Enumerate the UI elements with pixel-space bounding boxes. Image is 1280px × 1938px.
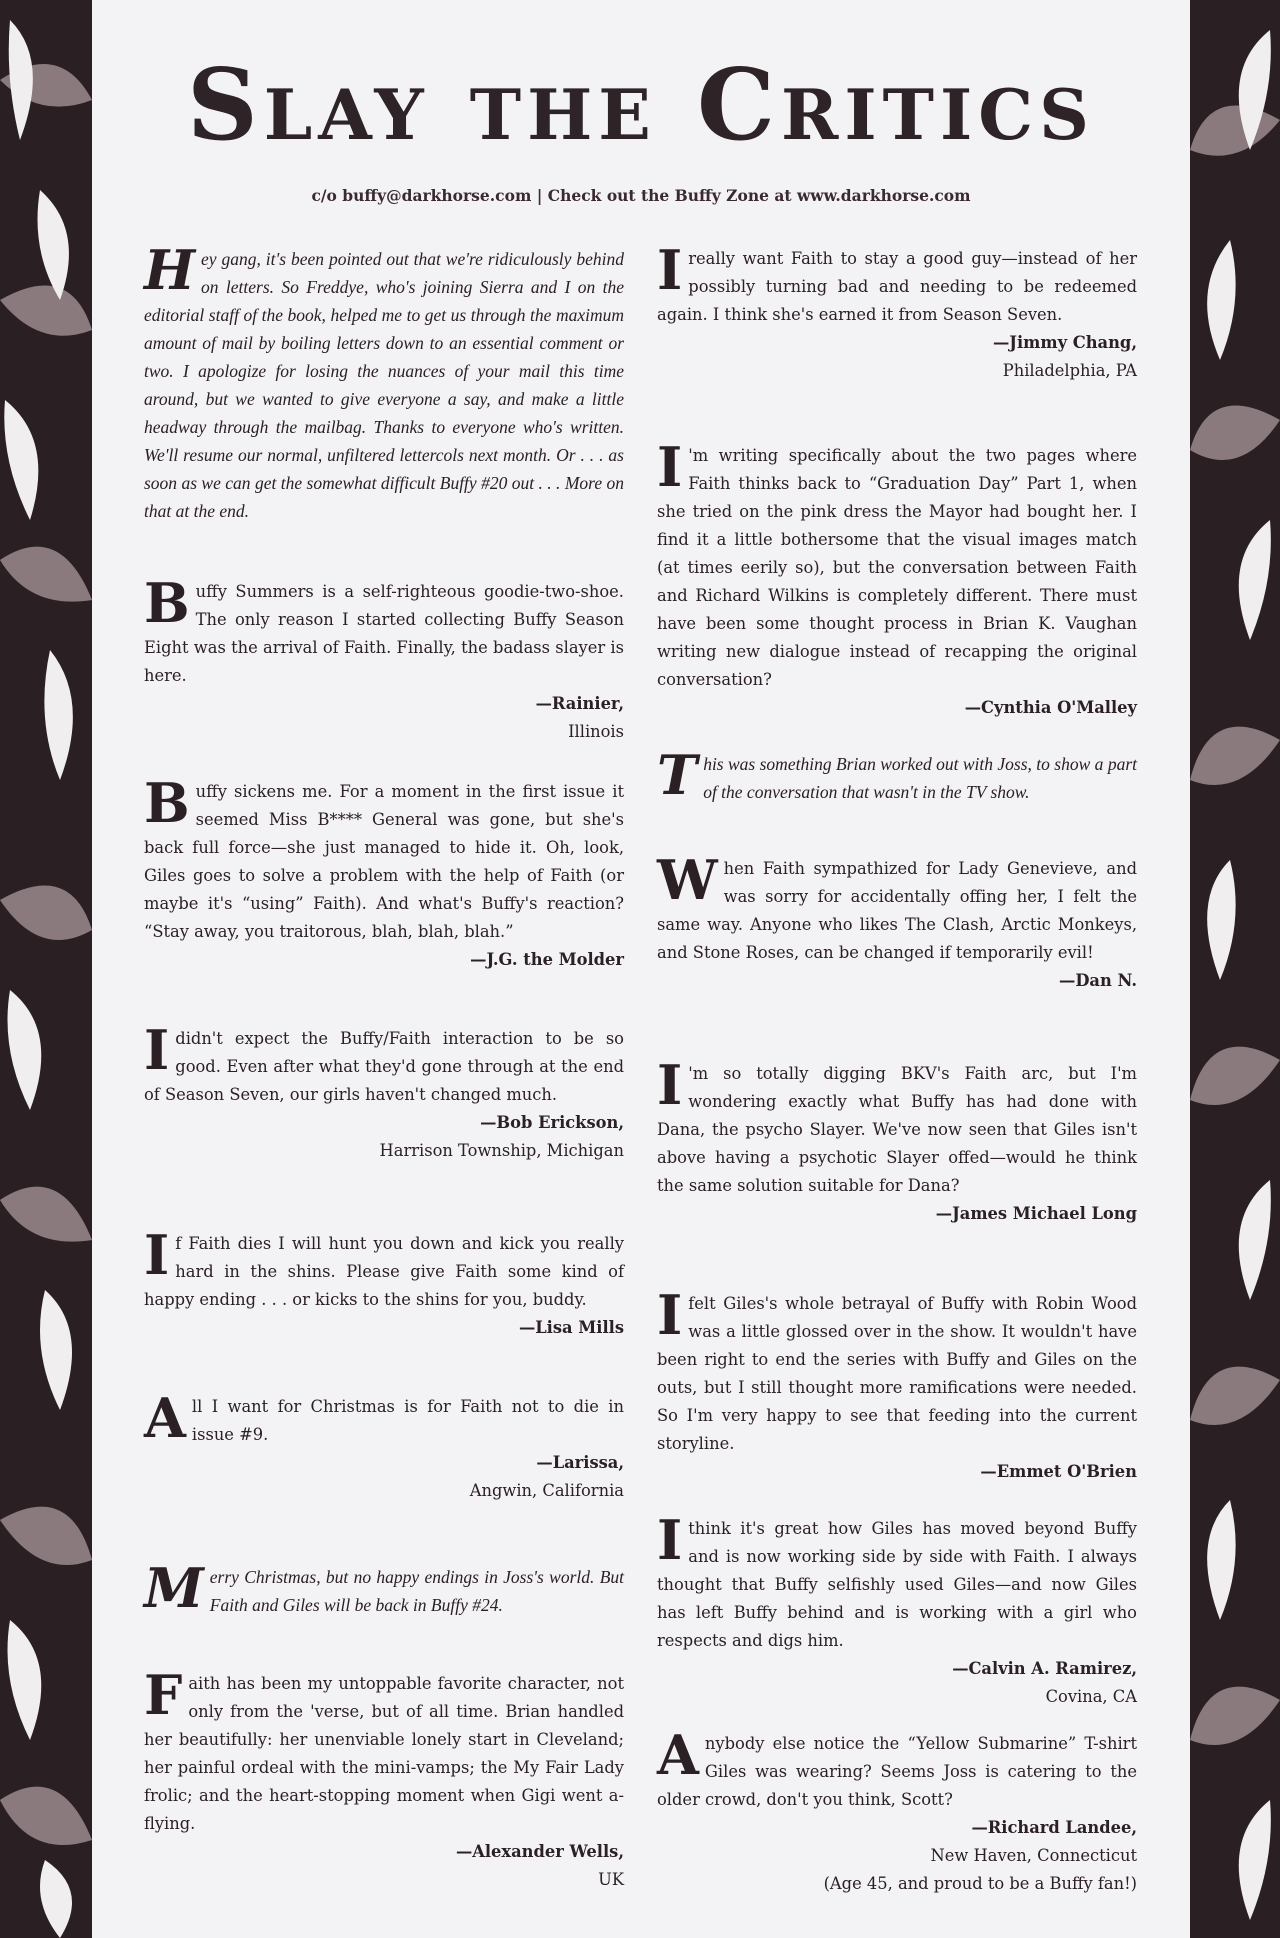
signature-name: —Jimmy Chang, [993, 333, 1137, 352]
decorative-foliage-border-right [1190, 0, 1280, 1938]
drop-cap: H [144, 238, 196, 302]
letter-block [144, 1386, 624, 1505]
letters-page [92, 0, 1190, 1938]
signature-name: —Bob Erickson, [480, 1113, 624, 1132]
signature-name: —Lisa Mills [518, 1318, 624, 1337]
signature-name: —J.G. the Molder [470, 950, 624, 969]
drop-cap: T [657, 743, 698, 807]
signature-location: New Haven, Connecticut [930, 1846, 1137, 1865]
letter-block [657, 1283, 1137, 1486]
drop-cap: B [144, 571, 190, 635]
letter-body: his was something Brian worked out with Joss, to show a part of the conversation that wasn't in the TV show. [703, 754, 1137, 802]
letter-text [657, 848, 1137, 967]
letter-text [144, 771, 624, 946]
signature-name: —Alexander Wells, [455, 1842, 624, 1861]
letter-text [144, 1663, 624, 1838]
letter-block [657, 435, 1137, 722]
signature-name: —Calvin A. Ramirez, [952, 1659, 1137, 1678]
letter-block [657, 1723, 1137, 1898]
letter-block [144, 1223, 624, 1342]
signature-name: —Richard Landee, [971, 1818, 1137, 1837]
drop-cap: A [144, 1386, 186, 1450]
letter-block [657, 1053, 1137, 1228]
letter-body: aith has been my untoppable favorite character, not only from the 'verse, but of all time. Brian handled her beautifully: her unenviable lonely start in Cleveland; her painful ordeal with the mini-vamps; the My Fair Lady frolic; and the heart-stopping moment when Gigi went a-flying. [144, 1674, 624, 1833]
letter-text [144, 1386, 624, 1450]
letter-body: ey gang, it's been pointed out that we're ridiculously behind on letters. So Freddye, who's joining Sierra and I on the editorial staff of the book, helped me to get us through the maximum amount of mail by boiling letters down to an essential comment or two. I apologize for losing the nuances of your mail this time around, but we wanted to give everyone a say, and make a little headway through the mailbag. Thanks to everyone who's written. We'll resume our normal, unfiltered lettercols next month. Or . . . as soon as we can get the somewhat difficult Buffy #20 out . . . More on that at the end. [144, 249, 624, 521]
letter-block [657, 848, 1137, 995]
drop-cap: I [144, 1223, 170, 1287]
letter-block [657, 743, 1137, 807]
drop-cap: I [144, 1018, 170, 1082]
decorative-foliage-border-left [0, 0, 92, 1938]
letter-body: uffy sickens me. For a moment in the first issue it seemed Miss B**** General was gone, but she's back full force—she just managed to hide it. Oh, look, Giles goes to solve a problem with the help of Faith (or maybe it's “using” Faith). And what's Buffy's reaction? “Stay away, you traitorous, blah, blah, blah.” [144, 782, 624, 941]
signature-note: (Age 45, and proud to be a Buffy fan!) [823, 1874, 1137, 1893]
page-title: Slay the Critics [187, 48, 1095, 163]
letter-text [657, 238, 1137, 329]
drop-cap: F [144, 1663, 183, 1727]
drop-cap: M [144, 1556, 204, 1620]
letter-text [144, 1556, 624, 1620]
signature-name: —Rainier, [535, 694, 624, 713]
letter-block [657, 1508, 1137, 1711]
letter-body: felt Giles's whole betrayal of Buffy with Robin Wood was a little glossed over in the show. It wouldn't have been right to end the series with Buffy and Giles on the outs, but I still thought more ramifications were needed. So I'm very happy to see that feeding into the current storyline. [657, 1294, 1137, 1453]
signature-name: —Dan N. [1059, 971, 1137, 990]
signature-name: —James Michael Long [935, 1204, 1137, 1223]
letter-body: uffy Summers is a self-righteous goodie-two-shoe. The only reason I started collecting Buffy Season Eight was the arrival of Faith. Finally, the badass slayer is here. [144, 582, 624, 685]
letter-body: f Faith dies I will hunt you down and kick you really hard in the shins. Please give Faith some kind of happy ending . . . or kicks to the shins for you, buddy. [144, 1234, 624, 1309]
signature-location: Philadelphia, PA [1002, 361, 1137, 380]
drop-cap: I [657, 1283, 683, 1347]
drop-cap: I [657, 1508, 683, 1572]
letter-text [657, 1508, 1137, 1655]
letter-text [144, 238, 624, 525]
signature-name: —Emmet O'Brien [980, 1462, 1137, 1481]
letter-text [657, 1723, 1137, 1814]
signature-location: Illinois [568, 722, 624, 741]
signature-name: —Larissa, [536, 1453, 624, 1472]
drop-cap: A [657, 1723, 699, 1787]
letter-body: ll I want for Christmas is for Faith not to die in issue #9. [191, 1397, 624, 1444]
letter-body: 'm so totally digging BKV's Faith arc, but I'm wondering exactly what Buffy has had done with Dana, the psycho Slayer. We've now seen that Giles isn't above having a psychotic Slayer offed—would he think the same solution suitable for Dana? [657, 1064, 1137, 1195]
letter-body: nybody else notice the “Yellow Submarine” T-shirt Giles was wearing? Seems Joss is catering to the older crowd, don't you think, Scott? [657, 1734, 1137, 1809]
letter-body: didn't expect the Buffy/Faith interaction to be so good. Even after what they'd gone through at the end of Season Seven, our girls haven't changed much. [144, 1029, 624, 1104]
letter-block [657, 238, 1137, 385]
letter-text [144, 1018, 624, 1109]
contact-line: c/o buffy@darkhorse.com | Check out the Buffy Zone at www.darkhorse.com [311, 186, 971, 205]
letter-text [657, 435, 1137, 694]
letter-block [144, 571, 624, 746]
signature-location: Angwin, California [469, 1481, 624, 1500]
letter-body: really want Faith to stay a good guy—instead of her possibly turning bad and needing to be redeemed again. I think she's earned it from Season Seven. [657, 249, 1137, 324]
letter-text [657, 1053, 1137, 1200]
signature-name: —Cynthia O'Malley [964, 698, 1137, 717]
drop-cap: I [657, 435, 683, 499]
letter-body: erry Christmas, but no happy endings in Joss's world. But Faith and Giles will be back in Buffy #24. [209, 1567, 624, 1615]
drop-cap: W [657, 848, 718, 912]
letter-text [657, 743, 1137, 807]
letter-body: think it's great how Giles has moved beyond Buffy and is now working side by side with Faith. I always thought that Buffy selfishly used Giles—and now Giles has left Buffy behind and is working with a girl who respects and digs him. [657, 1519, 1137, 1650]
drop-cap: I [657, 238, 683, 302]
signature-location: Harrison Township, Michigan [379, 1141, 624, 1160]
letter-text [657, 1283, 1137, 1458]
drop-cap: B [144, 771, 190, 835]
letter-text [144, 571, 624, 690]
letter-block [144, 1018, 624, 1165]
drop-cap: I [657, 1053, 683, 1117]
letter-block [144, 1556, 624, 1620]
signature-location: UK [598, 1870, 624, 1889]
letter-block [144, 771, 624, 974]
signature-location: Covina, CA [1045, 1687, 1137, 1706]
letter-block [144, 238, 624, 525]
letter-body: hen Faith sympathized for Lady Genevieve, and was sorry for accidentally offing her, I felt the same way. Anyone who likes The Clash, Arctic Monkeys, and Stone Roses, can be changed if temporarily evil! [657, 859, 1137, 962]
letter-block [144, 1663, 624, 1894]
letter-text [144, 1223, 624, 1314]
letter-body: 'm writing specifically about the two pages where Faith thinks back to “Graduation Day” Part 1, when she tried on the pink dress the Mayor had bought her. I find it a little bothersome that the visual images match (at times eerily so), but the conversation between Faith and Richard Wilkins is completely different. There must have been some thought process in Brian K. Vaughan writing new dialogue instead of recapping the original conversation? [657, 446, 1137, 689]
